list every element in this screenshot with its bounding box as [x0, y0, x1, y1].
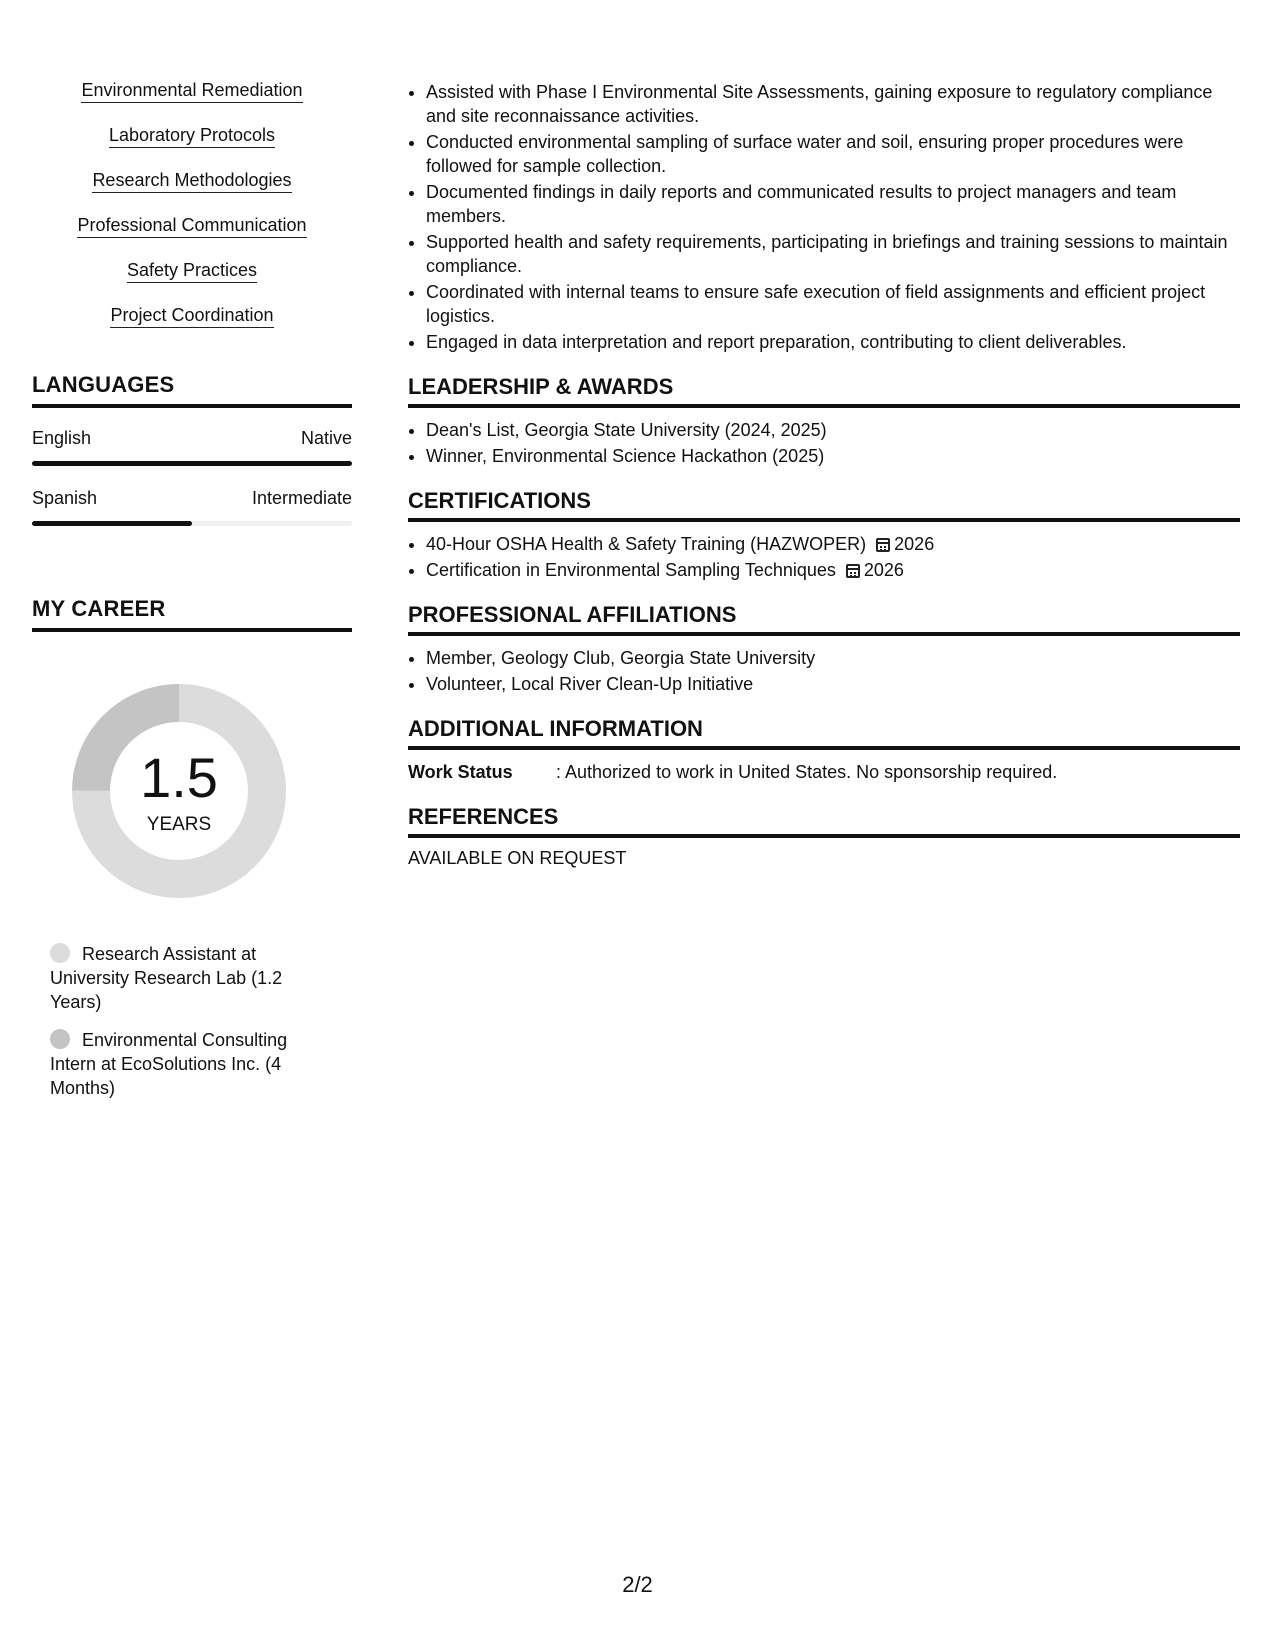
list-item: • Assisted with Phase I Environmental Site Assessments, gaining exposure to regulatory compliance and site reconnaissance activities. — [426, 80, 1240, 128]
work-status-label: Work Status — [408, 762, 513, 782]
language-item — [32, 488, 352, 526]
affiliations-title: PROFESSIONAL AFFILIATIONS — [408, 602, 1240, 636]
career-donut-chart — [64, 676, 294, 906]
career-total: 1.5 — [140, 746, 218, 809]
calendar-icon — [876, 538, 890, 552]
certification-year: 2026 — [894, 534, 935, 554]
list-item: • Winner, Environmental Science Hackathon (2025) — [426, 444, 1240, 468]
skill-item: Professional Communication — [32, 215, 352, 238]
work-status-value: : Authorized to work in United States. No sponsorship required. — [556, 762, 1058, 782]
left-column — [32, 80, 352, 1114]
language-level-bar — [32, 521, 352, 526]
language-level-bar — [32, 461, 352, 466]
skill-item: Project Coordination — [32, 305, 352, 328]
skill-item: Safety Practices — [32, 260, 352, 283]
list-item — [426, 532, 1240, 556]
career-unit: YEARS — [146, 814, 212, 835]
experience-bullets — [408, 80, 1240, 354]
languages-section — [32, 372, 352, 526]
list-item: • Supported health and safety requirements, participating in briefings and training sessions to maintain compliance. — [426, 230, 1240, 278]
additional-info-title: ADDITIONAL INFORMATION — [408, 716, 1240, 750]
skills-list — [32, 80, 352, 328]
leadership-title: LEADERSHIP & AWARDS — [408, 374, 1240, 408]
references-text: AVAILABLE ON REQUEST — [408, 848, 627, 868]
work-status-row — [408, 760, 1240, 784]
leadership-list — [408, 418, 1240, 468]
legend-dot — [50, 1029, 70, 1049]
calendar-icon — [846, 564, 860, 578]
language-name: Spanish — [32, 488, 98, 508]
certifications-list — [408, 532, 1240, 582]
skill-item: Laboratory Protocols — [32, 125, 352, 148]
language-name: English — [32, 428, 92, 448]
languages-title: LANGUAGES — [32, 372, 352, 408]
language-item — [32, 428, 352, 466]
language-level: Intermediate — [251, 488, 352, 508]
career-legend-item: Environmental Consulting Intern at EcoSolutions Inc. (4 Months) — [50, 1030, 288, 1098]
page-number: 2/2 — [622, 1572, 653, 1597]
list-item — [426, 558, 1240, 582]
certifications-title: CERTIFICATIONS — [408, 488, 1240, 522]
language-level-fill — [32, 521, 192, 526]
list-item: • Documented findings in daily reports and communicated results to project managers and team members. — [426, 180, 1240, 228]
list-item: • Conducted environmental sampling of surface water and soil, ensuring proper procedures were followed for sample collection. — [426, 130, 1240, 178]
certification-year: 2026 — [863, 560, 904, 580]
career-legend — [50, 942, 310, 1100]
certification-name: Certification in Environmental Sampling Techniques — [426, 560, 836, 580]
list-item: • Volunteer, Local River Clean-Up Initiative — [426, 672, 1240, 696]
legend-dot — [50, 943, 70, 963]
career-title: MY CAREER — [32, 596, 352, 632]
language-level-fill — [32, 461, 352, 466]
list-item: • Member, Geology Club, Georgia State University — [426, 646, 1240, 670]
affiliations-list — [408, 646, 1240, 696]
list-item: • Coordinated with internal teams to ensure safe execution of field assignments and efficient project logistics. — [426, 280, 1240, 328]
language-level: Native — [300, 428, 352, 448]
references-title: REFERENCES — [408, 804, 1240, 838]
skill-item: Research Methodologies — [32, 170, 352, 193]
career-legend-item: Research Assistant at University Research Lab (1.2 Years) — [50, 944, 283, 1012]
right-column — [408, 80, 1240, 869]
certification-name: 40-Hour OSHA Health & Safety Training (HAZWOPER) — [426, 534, 867, 554]
list-item: • Engaged in data interpretation and report preparation, contributing to client deliverables. — [426, 330, 1240, 354]
career-section — [32, 596, 352, 1100]
skill-item: Environmental Remediation — [32, 80, 352, 103]
list-item: • Dean's List, Georgia State University (2024, 2025) — [426, 418, 1240, 442]
